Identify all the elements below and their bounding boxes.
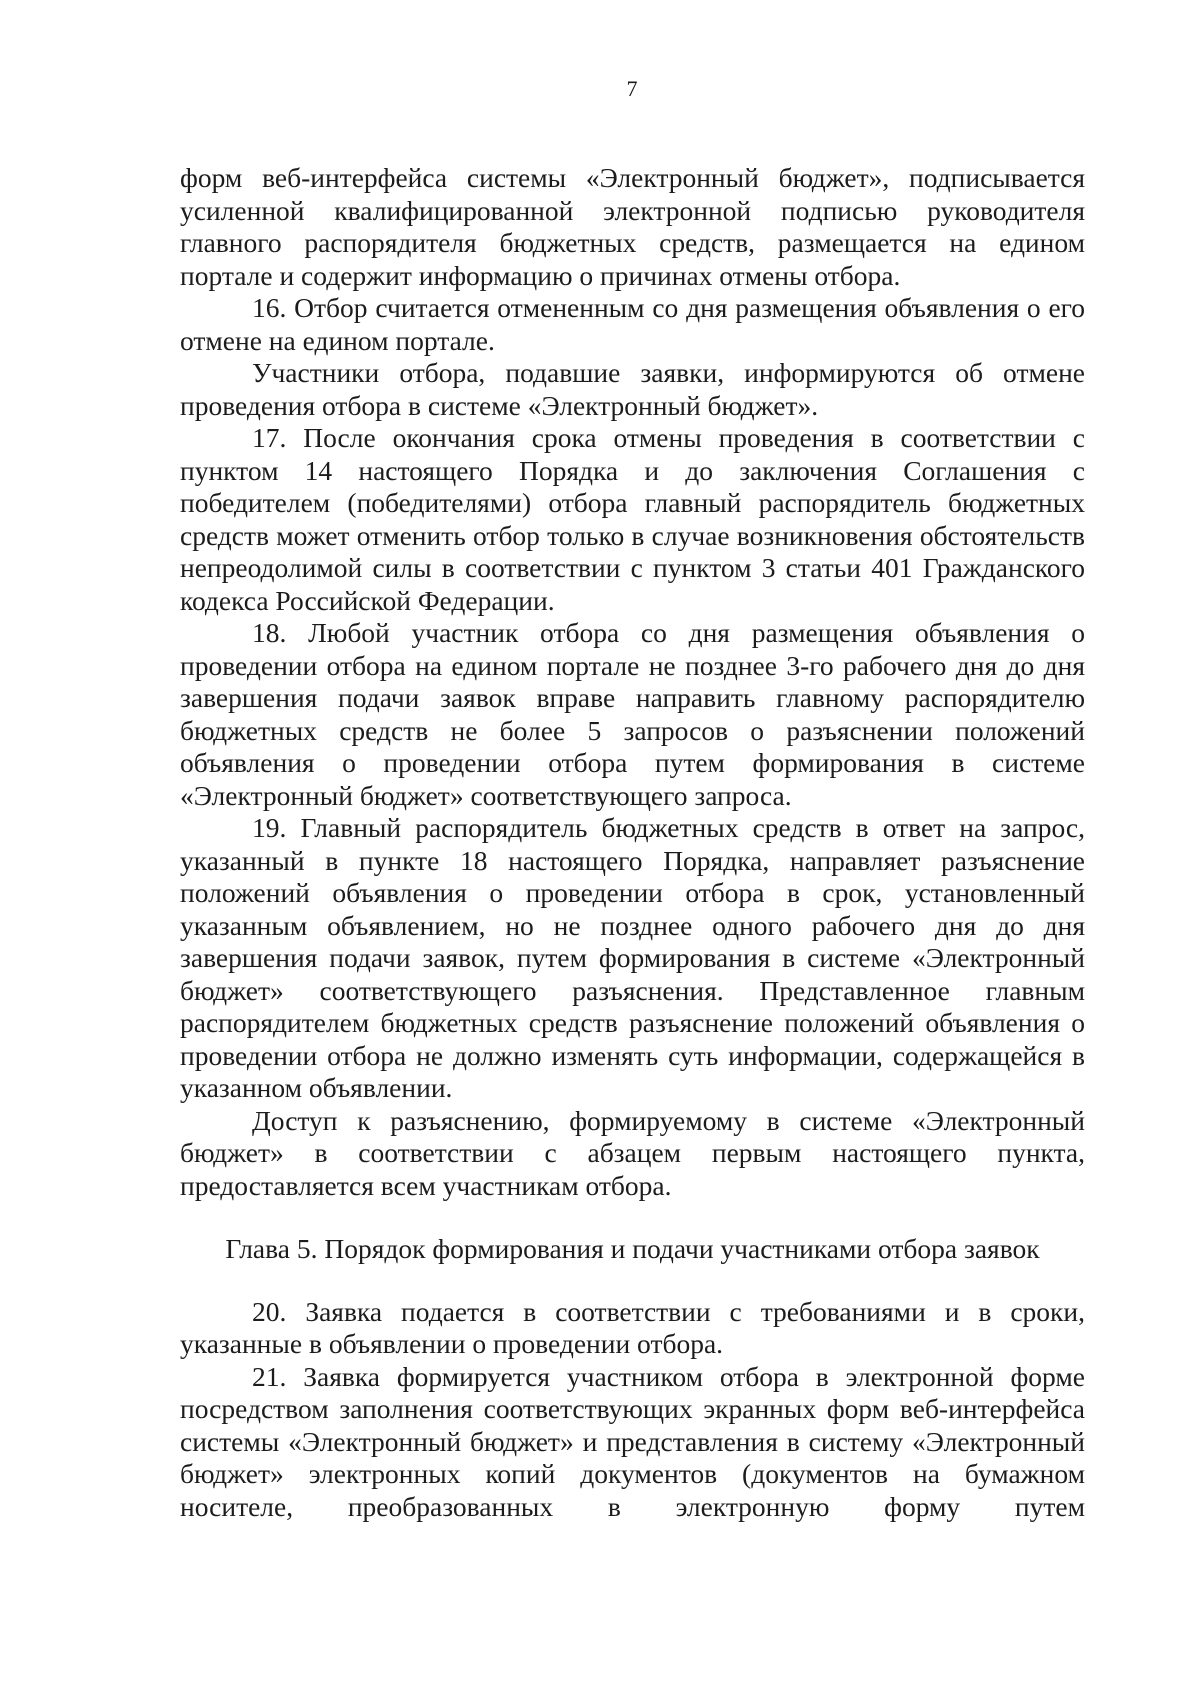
page-number: 7 xyxy=(626,76,638,101)
document-body xyxy=(180,162,1085,1523)
paragraph-18: 18. Любой участник отбора со дня размещения объявления о проведении отбора на едином портале не позднее 3-го рабочего дня до дня завершения подачи заявок вправе направить главному распорядителю бюджетных средств не более 5 запросов о разъяснении положений объявления о проведении отбора путем формирования в системе «Электронный бюджет» соответствующего запроса. xyxy=(180,617,1085,811)
paragraph-20: 20. Заявка подается в соответствии с требованиями и в сроки, указанные в объявлении о проведении отбора. xyxy=(180,1295,1085,1359)
paragraph-19: 19. Главный распорядитель бюджетных средств в ответ на запрос, указанный в пункте 18 настоящего Порядка, направляет разъяснение положений объявления о проведении отбора в срок, установленный указанным объявлением, но не позднее одного рабочего дня до дня завершения подачи заявок, путем формирования в системе «Электронный бюджет» соответствующего разъяснения. Представленное главным распорядителем бюджетных средств разъяснение положений объявления о проведении отбора не должно изменять суть информации, содержащейся в указанном объявлении. xyxy=(180,812,1085,1103)
paragraph-19-access: Доступ к разъяснению, формируемому в системе «Электронный бюджет» в соответствии с абзацем первым настоящего пункта, предоставляется всем участникам отбора. xyxy=(180,1104,1085,1201)
paragraph-17: 17. После окончания срока отмены проведения в соответствии с пунктом 14 настоящего Порядка и до заключения Соглашения с победителем (победителями) отбора главный распорядитель бюджетных средств может отменить отбор только в случае возникновения обстоятельств непреодолимой силы в соответствии с пунктом 3 статьи 401 Гражданского кодекса Российской Федерации. xyxy=(180,422,1085,616)
paragraph-16: 16. Отбор считается отмененным со дня размещения объявления о его отмене на едином портале. xyxy=(180,292,1085,356)
paragraph-continuation: форм веб-интерфейса системы «Электронный бюджет», подписывается усиленной квалифицированной электронной подписью руководителя главного распорядителя бюджетных средств, размещается на едином портале и содержит информацию о причинах отмены отбора. xyxy=(180,162,1085,291)
chapter-heading: Глава 5. Порядок формирования и подачи участниками отбора заявок xyxy=(225,1233,1040,1264)
paragraph-16-participants: Участники отбора, подавшие заявки, информируются об отмене проведения отбора в системе «Электронный бюджет». xyxy=(180,357,1085,421)
paragraph-21: 21. Заявка формируется участником отбора в электронной форме посредством заполнения соответствующих экранных форм веб-интерфейса системы «Электронный бюджет» и представления в систему «Электронный бюджет» электронных копий документов (документов на бумажном носителе, преобразованных в электронную форму путем xyxy=(180,1360,1085,1522)
